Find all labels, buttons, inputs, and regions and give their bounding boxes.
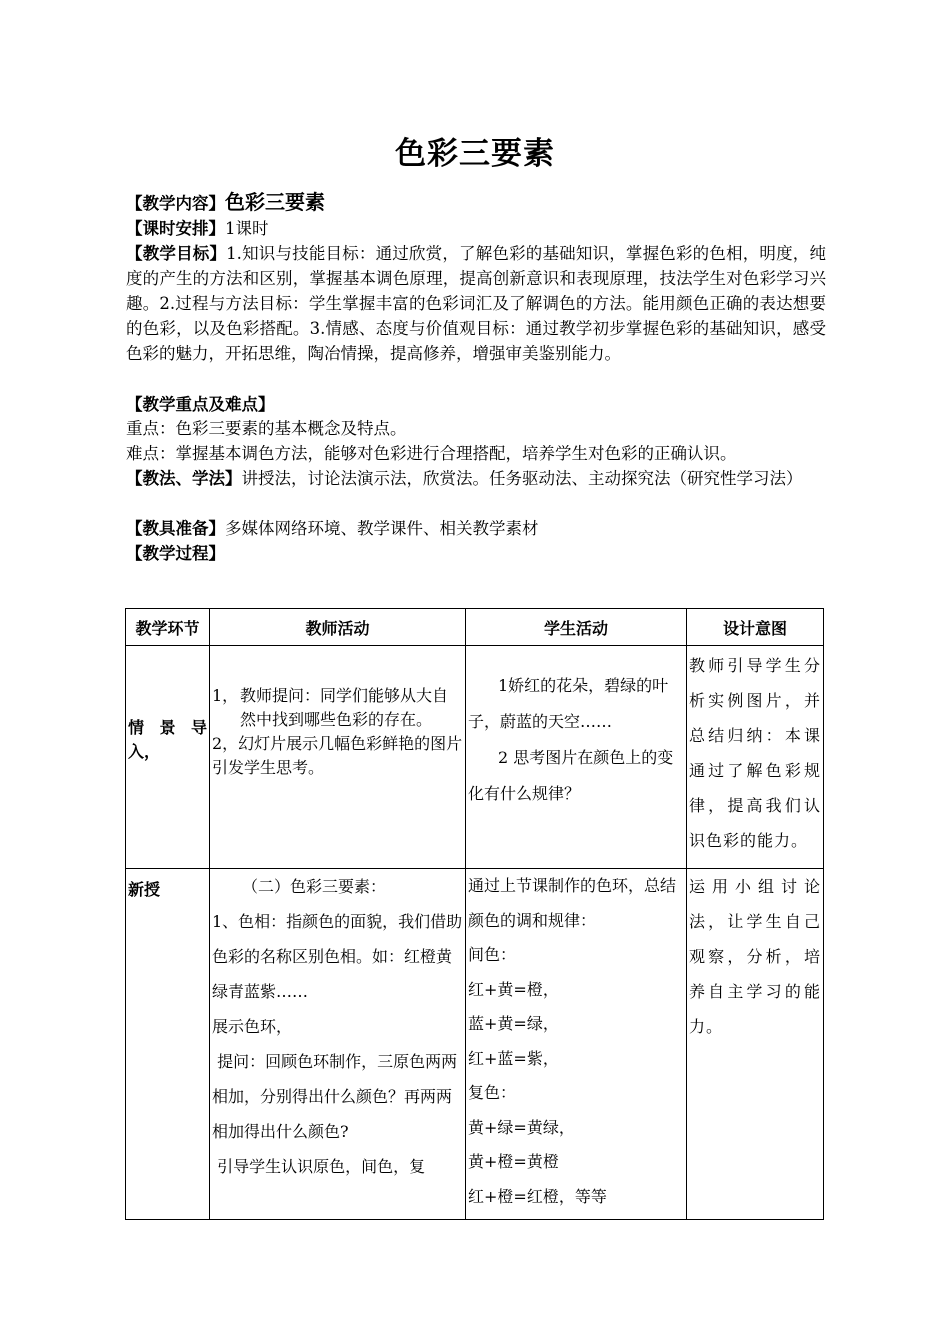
row1-teacher-item-2: 2，幻灯片展示几幅色彩鲜艳的图片引发学生思考。 [212,734,463,777]
methods-paragraph [126,466,826,491]
row1-teacher-num-1: 1， [212,686,239,705]
goals-text: 1.知识与技能目标：通过欣赏，了解色彩的基础知识，掌握色彩的色相，明度，纯度的产生的方法和区别，掌握基本调色原理，提高创新意识和表现原理，技法学生对色彩学习兴趣。2.过程与方法目标：学生掌握丰富的色彩词汇及了解调色的方法。能用颜色正确的表达想要的色彩，以及色彩搭配。3.情感、态度与价值观目标：通过教学初步掌握色彩的基础知识，感受色彩的魅力，开拓思维，陶冶情操，提高修养，增强审美鉴别能力。 [126,244,826,363]
methods-text: 讲授法，讨论法演示法，欣赏法。任务驱动法、主动探究法（研究性学习法） [241,469,803,488]
difficult-point: 难点：掌握基本调色方法，能够对色彩进行合理搭配，培养学生对色彩的正确认识。 [126,444,737,463]
row2-student-line: 通过上节课制作的色环，总结颜色的调和规律： [468,876,677,930]
row1-student-cell [466,646,687,869]
row2-student-line: 红+蓝=紫， [468,1048,559,1068]
row1-teacher-text-1: 教师提问：同学们能够从大自然中找到哪些色彩的存在。 [240,686,449,729]
table-row [126,646,824,869]
process-heading [126,541,826,566]
row2-student-line: 黄+绿=黄绿， [468,1117,575,1137]
content-label: 【教学内容】 [126,194,225,213]
tools-line [126,516,826,541]
row2-teacher-line: 展示色环， [212,1017,293,1036]
header-design-intent: 设计意图 [687,609,824,646]
row1-student-item-1: 1娇红的花朵，碧绿的叶子，蔚蓝的天空…… [468,676,669,731]
schedule-label: 【课时安排】 [126,219,225,238]
row2-teacher-cell [210,869,466,1220]
row2-stage: 新授 [128,880,161,899]
schedule-value: 1课时 [225,219,269,238]
table-row [126,869,824,1220]
header-stage: 教学环节 [126,609,210,646]
row2-intent-cell [687,869,824,1220]
goals-paragraph [126,241,826,366]
row2-intent: 运用小组讨论法，让学生自己观察，分析，培养自主学习的能力。 [689,877,821,1036]
row2-stage-cell [126,869,210,1220]
row2-student-line: 红+黄=橙， [468,979,559,999]
row1-teacher-item-1 [212,684,463,732]
keypoints-label: 【教学重点及难点】 [126,395,275,414]
row2-student-line: 黄+橙=黄橙 [468,1152,559,1171]
table-header-row [126,609,824,646]
row2-student-cell [466,869,687,1220]
row2-teacher-line: 提问：回顾色环制作，三原色两两相加，分别得出什么颜色？再两两相加得出什么颜色? [212,1052,458,1141]
row1-intent-cell [687,646,824,869]
row2-student-line: 蓝+黄=绿， [468,1014,559,1033]
content-line [126,190,826,216]
header-teacher-activity: 教师活动 [210,609,466,646]
document-title: 色彩三要素 [395,136,555,172]
row1-stage: 情 景 导入， [128,718,207,761]
teaching-process-table [125,608,824,1220]
row1-student-item-2: 2 思考图片在颜色上的变化有什么规律？ [468,748,674,803]
header-student-activity: 学生活动 [466,609,687,646]
row1-intent: 教师引导学生分析实例图片，并总结归纳：本课通过了解色彩规律，提高我们认识色彩的能力。 [689,656,821,850]
goals-label: 【教学目标】 [126,244,227,263]
tools-text: 多媒体网络环境、教学课件、相关教学素材 [225,519,539,538]
row1-stage-cell [126,646,210,869]
tools-label: 【教具准备】 [126,519,225,538]
schedule-line [126,216,826,241]
row1-teacher-cell [210,646,466,869]
row2-student-line: 红+橙=红橙，等等 [468,1186,607,1206]
key-point: 重点：色彩三要素的基本概念及特点。 [126,419,407,438]
process-label: 【教学过程】 [126,544,225,563]
row2-teacher-line: 1、色相：指颜色的面貌，我们借助色彩的名称区别色相。如：红橙黄绿青蓝紫…… [212,912,463,1001]
content-value: 色彩三要素 [225,190,325,214]
row2-student-line: 间色： [468,945,517,964]
row2-student-line: 复色： [468,1083,517,1102]
keypoints-heading [126,392,826,417]
methods-label: 【教法、学法】 [126,469,242,488]
row2-teacher-line: 引导学生认识原色，间色，复 [212,1157,426,1176]
row2-teacher-line: （二）色彩三要素： [242,877,387,896]
